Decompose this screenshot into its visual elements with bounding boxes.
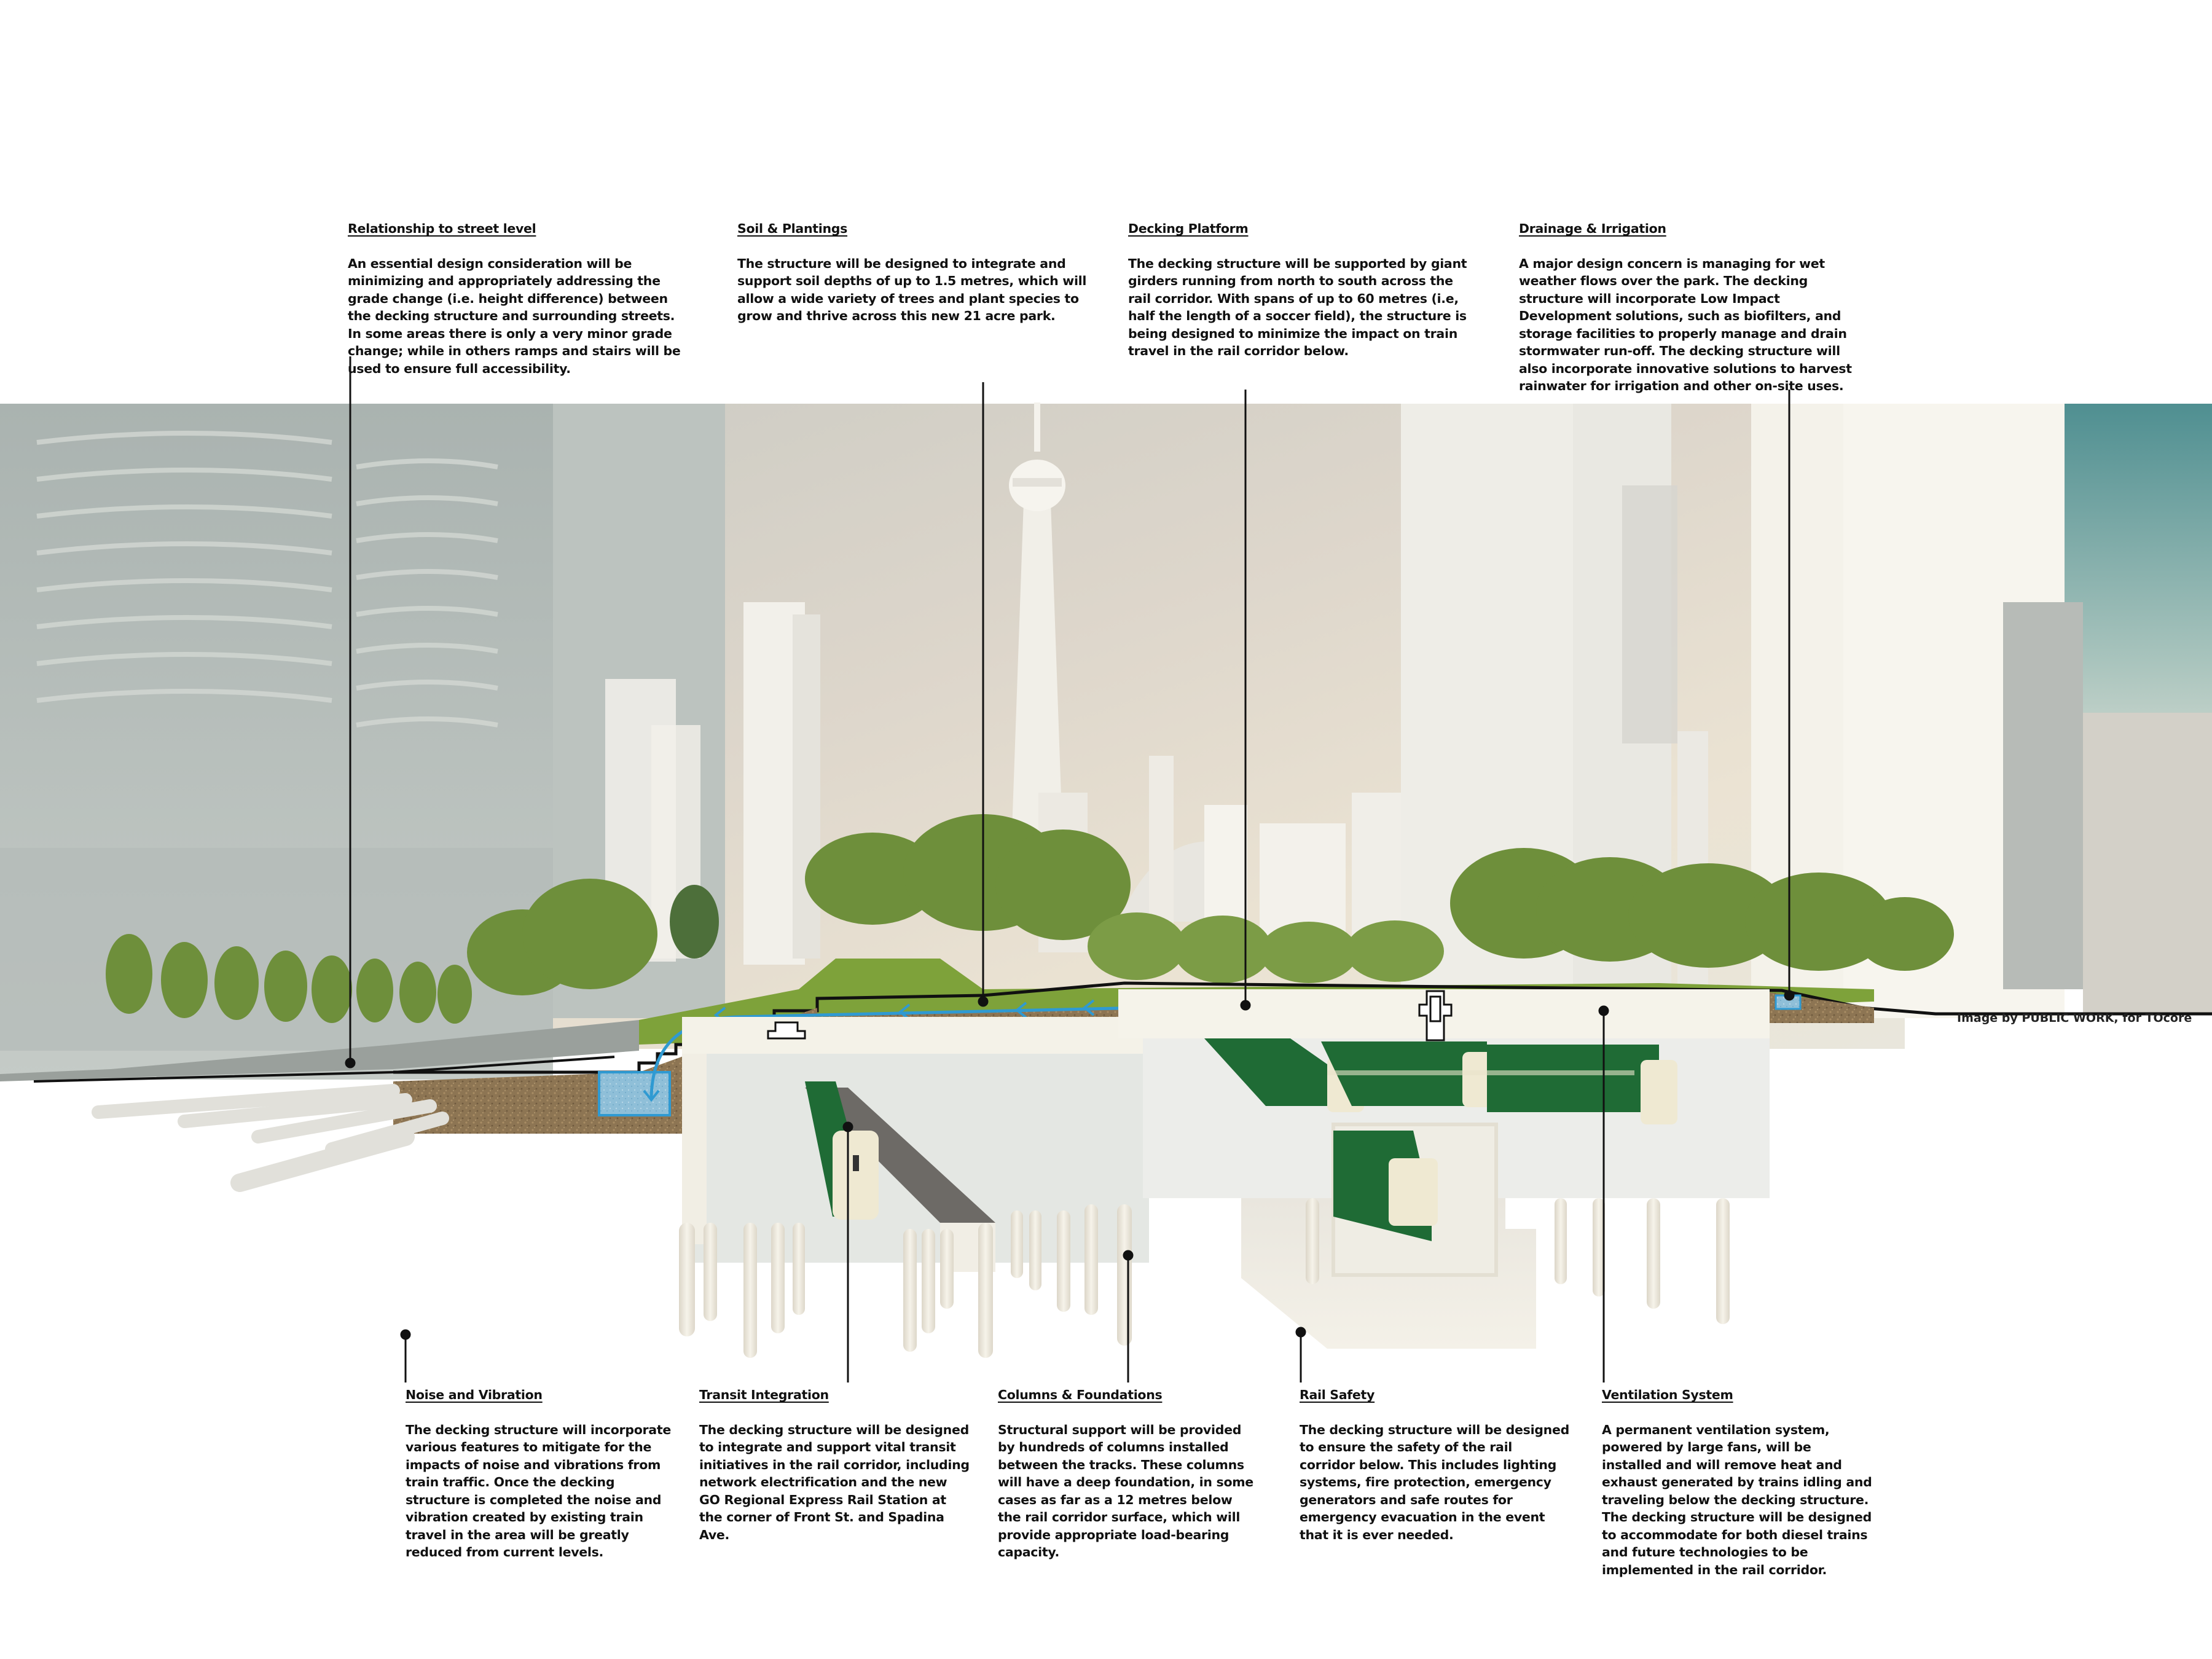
decking-platform-right bbox=[1118, 989, 1770, 1349]
annotation-heading: Drainage & Irrigation bbox=[1519, 221, 1666, 236]
annotation-transit-integration bbox=[699, 1386, 970, 1543]
annotation-soil-plantings bbox=[737, 220, 1094, 325]
annotation-ventilation-system bbox=[1602, 1386, 1872, 1579]
annotation-heading: Soil & Plantings bbox=[737, 221, 848, 236]
stormwater-tank-left bbox=[599, 1072, 670, 1115]
annotation-heading: Ventilation System bbox=[1602, 1387, 1733, 1402]
annotation-heading: Relationship to street level bbox=[348, 221, 536, 236]
annotation-heading: Columns & Foundations bbox=[998, 1387, 1163, 1402]
annotation-body: The decking structure will be designed to ensure the safety of the rail corridor below. This includes lighting systems, fire protection, emergency generators and safe routes for emergency evacuation in the event that it is ever needed. bbox=[1300, 1422, 1569, 1542]
annotation-drainage-irrigation bbox=[1519, 220, 1869, 395]
image-credit: Image by PUBLIC WORK, for TOcore bbox=[1957, 1011, 2192, 1025]
annotation-body: A major design concern is managing for wet weather flows over the park. The decking structure will incorporate Low Impact Development solutions, such as biofilters, and storage facilities to properly manage and drain stormwater run-off. The decking structure will also incorporate innovative solutions to harvest rainwater for irrigation and other on-site uses. bbox=[1519, 256, 1852, 393]
annotation-body: The decking structure will be designed to integrate and support vital transit initiatives in the rail corridor, including network electrification and the new GO Regional Express Rail Station at the corner of Front St. and Spadina Ave. bbox=[699, 1422, 970, 1542]
annotation-body: An essential design consideration will be minimizing and appropriately addressing the grade change (i.e. height difference) between the decking structure and surrounding streets. In some areas there is only a very minor grade change; while in others ramps and stairs will be used to ensure full accessibility. bbox=[348, 256, 681, 376]
annotation-body: The structure will be designed to integrate and support soil depths of up to 1.5 metres, which will allow a wide variety of trees and plant species to grow and thrive across this new 21 acre park. bbox=[737, 256, 1087, 323]
annotation-rail-safety bbox=[1300, 1386, 1570, 1543]
annotation-body: The decking structure will be supported by giant girders running from north to south across the rail corridor. With spans of up to 60 metres (i.e, half the length of a soccer field), the structure is being designed to minimize the impact on train travel in the rail corridor below. bbox=[1128, 256, 1467, 358]
annotation-heading: Noise and Vibration bbox=[406, 1387, 543, 1402]
annotation-decking-platform bbox=[1128, 220, 1478, 360]
annotation-body: The decking structure will incorporate various features to mitigate for the impacts of noise and vibrations from train traffic. Once the decking structure is completed the noise and vibration created by existing train travel in the area will be greatly reduced from current levels. bbox=[406, 1422, 671, 1559]
annotation-heading: Decking Platform bbox=[1128, 221, 1249, 236]
utility-pipes bbox=[98, 1091, 442, 1183]
annotation-body: A permanent ventilation system, powered by large fans, will be installed and will remove heat and exhaust generated by trains idling and traveling below the decking structure. The decking structure will be designed to accommodate for both diesel trains and future technologies to be implemented in the rail corridor. bbox=[1602, 1422, 1872, 1577]
annotation-body: Structural support will be provided by hundreds of columns installed between the tracks. These columns will have a deep foundation, in some cases as far as a 12 metres below the rail corridor surface, which will provide appropriate load-bearing capacity. bbox=[998, 1422, 1253, 1559]
annotation-columns-foundations bbox=[998, 1386, 1256, 1561]
annotation-noise-vibration bbox=[406, 1386, 676, 1561]
annotation-heading: Rail Safety bbox=[1300, 1387, 1375, 1402]
annotation-street-level bbox=[348, 220, 692, 377]
annotation-heading: Transit Integration bbox=[699, 1387, 829, 1402]
